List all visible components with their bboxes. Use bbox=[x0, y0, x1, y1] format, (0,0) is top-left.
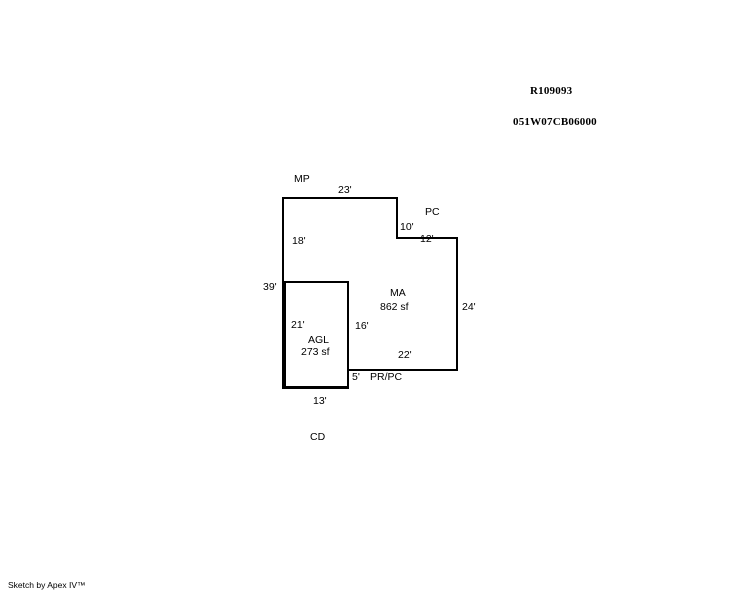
dim-21: 21' bbox=[291, 319, 305, 331]
dim-10: 10' bbox=[400, 221, 414, 233]
cd-label: CD bbox=[310, 431, 326, 443]
ma-area-label: 862 sf bbox=[380, 301, 409, 313]
agl-label: AGL bbox=[308, 334, 330, 346]
sketch-credit-label: Sketch by Apex IV™ bbox=[8, 580, 86, 590]
dim-12: 12' bbox=[420, 233, 434, 245]
pc-label: PC bbox=[425, 206, 440, 218]
account-id-label: 051W07CB06000 bbox=[513, 116, 597, 128]
main-building-outline bbox=[283, 198, 457, 388]
agl-area-label: 273 sf bbox=[301, 346, 330, 358]
dim-right-24: 24' bbox=[462, 301, 476, 313]
ma-label: MA bbox=[390, 287, 406, 299]
dim-left-18: 18' bbox=[292, 235, 306, 247]
dim-16: 16' bbox=[355, 320, 369, 332]
prpc-label: PR/PC bbox=[370, 371, 403, 383]
dim-22: 22' bbox=[398, 349, 412, 361]
dim-top-23: 23' bbox=[338, 184, 352, 196]
dim-left-39: 39' bbox=[263, 281, 277, 293]
mp-label: MP bbox=[294, 173, 310, 185]
parcel-id-label: R109093 bbox=[530, 85, 573, 97]
dim-5: 5' bbox=[352, 371, 360, 383]
dim-bottom-13: 13' bbox=[313, 395, 327, 407]
